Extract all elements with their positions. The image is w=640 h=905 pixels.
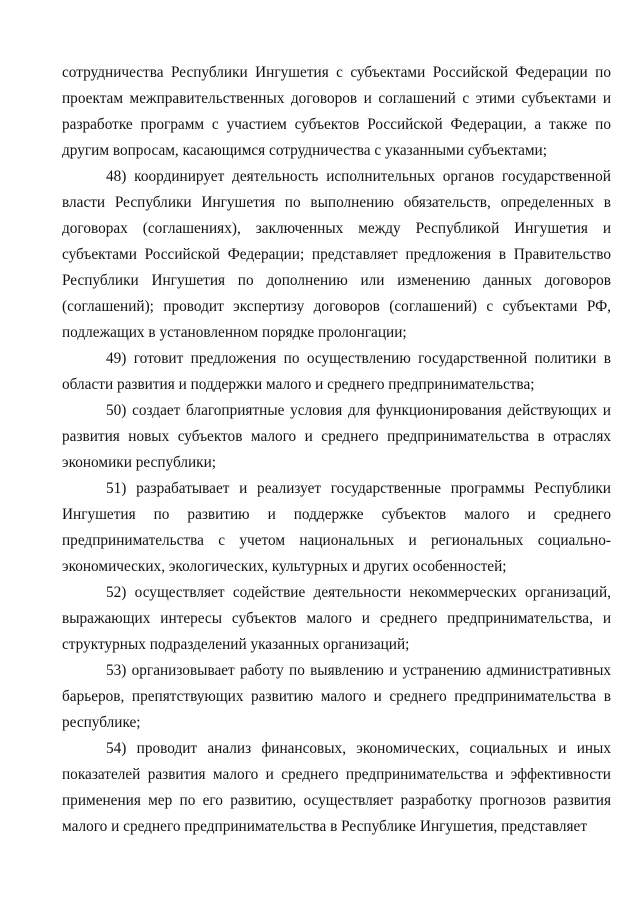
paragraph-item-49: 49) готовит предложения по осуществлению государственной политики в области развития и поддержки малого и среднего предпринимательства; [62,350,611,393]
paragraph-continuation: сотрудничества Республики Ингушетия с субъектами Российской Федерации по проектам межправительственных договоров и соглашений с этими субъектами и разработке программ с участием субъектов Российской Федерации, а также по другим вопросам, касающимся сотрудничества с указанными субъектами; [62,64,611,159]
paragraph-item-53: 53) организовывает работу по выявлению и устранению административных барьеров, препятствующих развитию малого и среднего предпринимательства в республике; [62,662,611,731]
document-body [62,60,611,840]
paragraph-item-52: 52) осуществляет содействие деятельности некоммерческих организаций, выражающих интересы субъектов малого и среднего предпринимательства, и структурных подразделений указанных организаций; [62,584,611,653]
paragraph-item-48: 48) координирует деятельность исполнительных органов государственной власти Республики Ингушетия по выполнению обязательств, определенных в договорах (соглашениях), заключенных между Республикой Ингушетия и субъектами Российской Федерации; представляет предложения в Правительство Республики Ингушетия по дополнению или изменению данных договоров (соглашений); проводит экспертизу договоров (соглашений) с субъектами РФ, подлежащих в установленном порядке пролонгации; [62,168,611,341]
paragraph-item-50: 50) создает благоприятные условия для функционирования действующих и развития новых субъектов малого и среднего предпринимательства в отраслях экономики республики; [62,402,611,471]
paragraph-item-51: 51) разрабатывает и реализует государственные программы Республики Ингушетия по развитию и поддержке субъектов малого и среднего предпринимательства с учетом национальных и региональных социально-экономических, экологических, культурных и других особенностей; [62,480,611,575]
paragraph-item-54: 54) проводит анализ финансовых, экономических, социальных и иных показателей развития малого и среднего предпринимательства и эффективности применения мер по его развитию, осуществляет разработку прогнозов развития малого и среднего предпринимательства в Республике Ингушетия, представляет [62,740,611,835]
